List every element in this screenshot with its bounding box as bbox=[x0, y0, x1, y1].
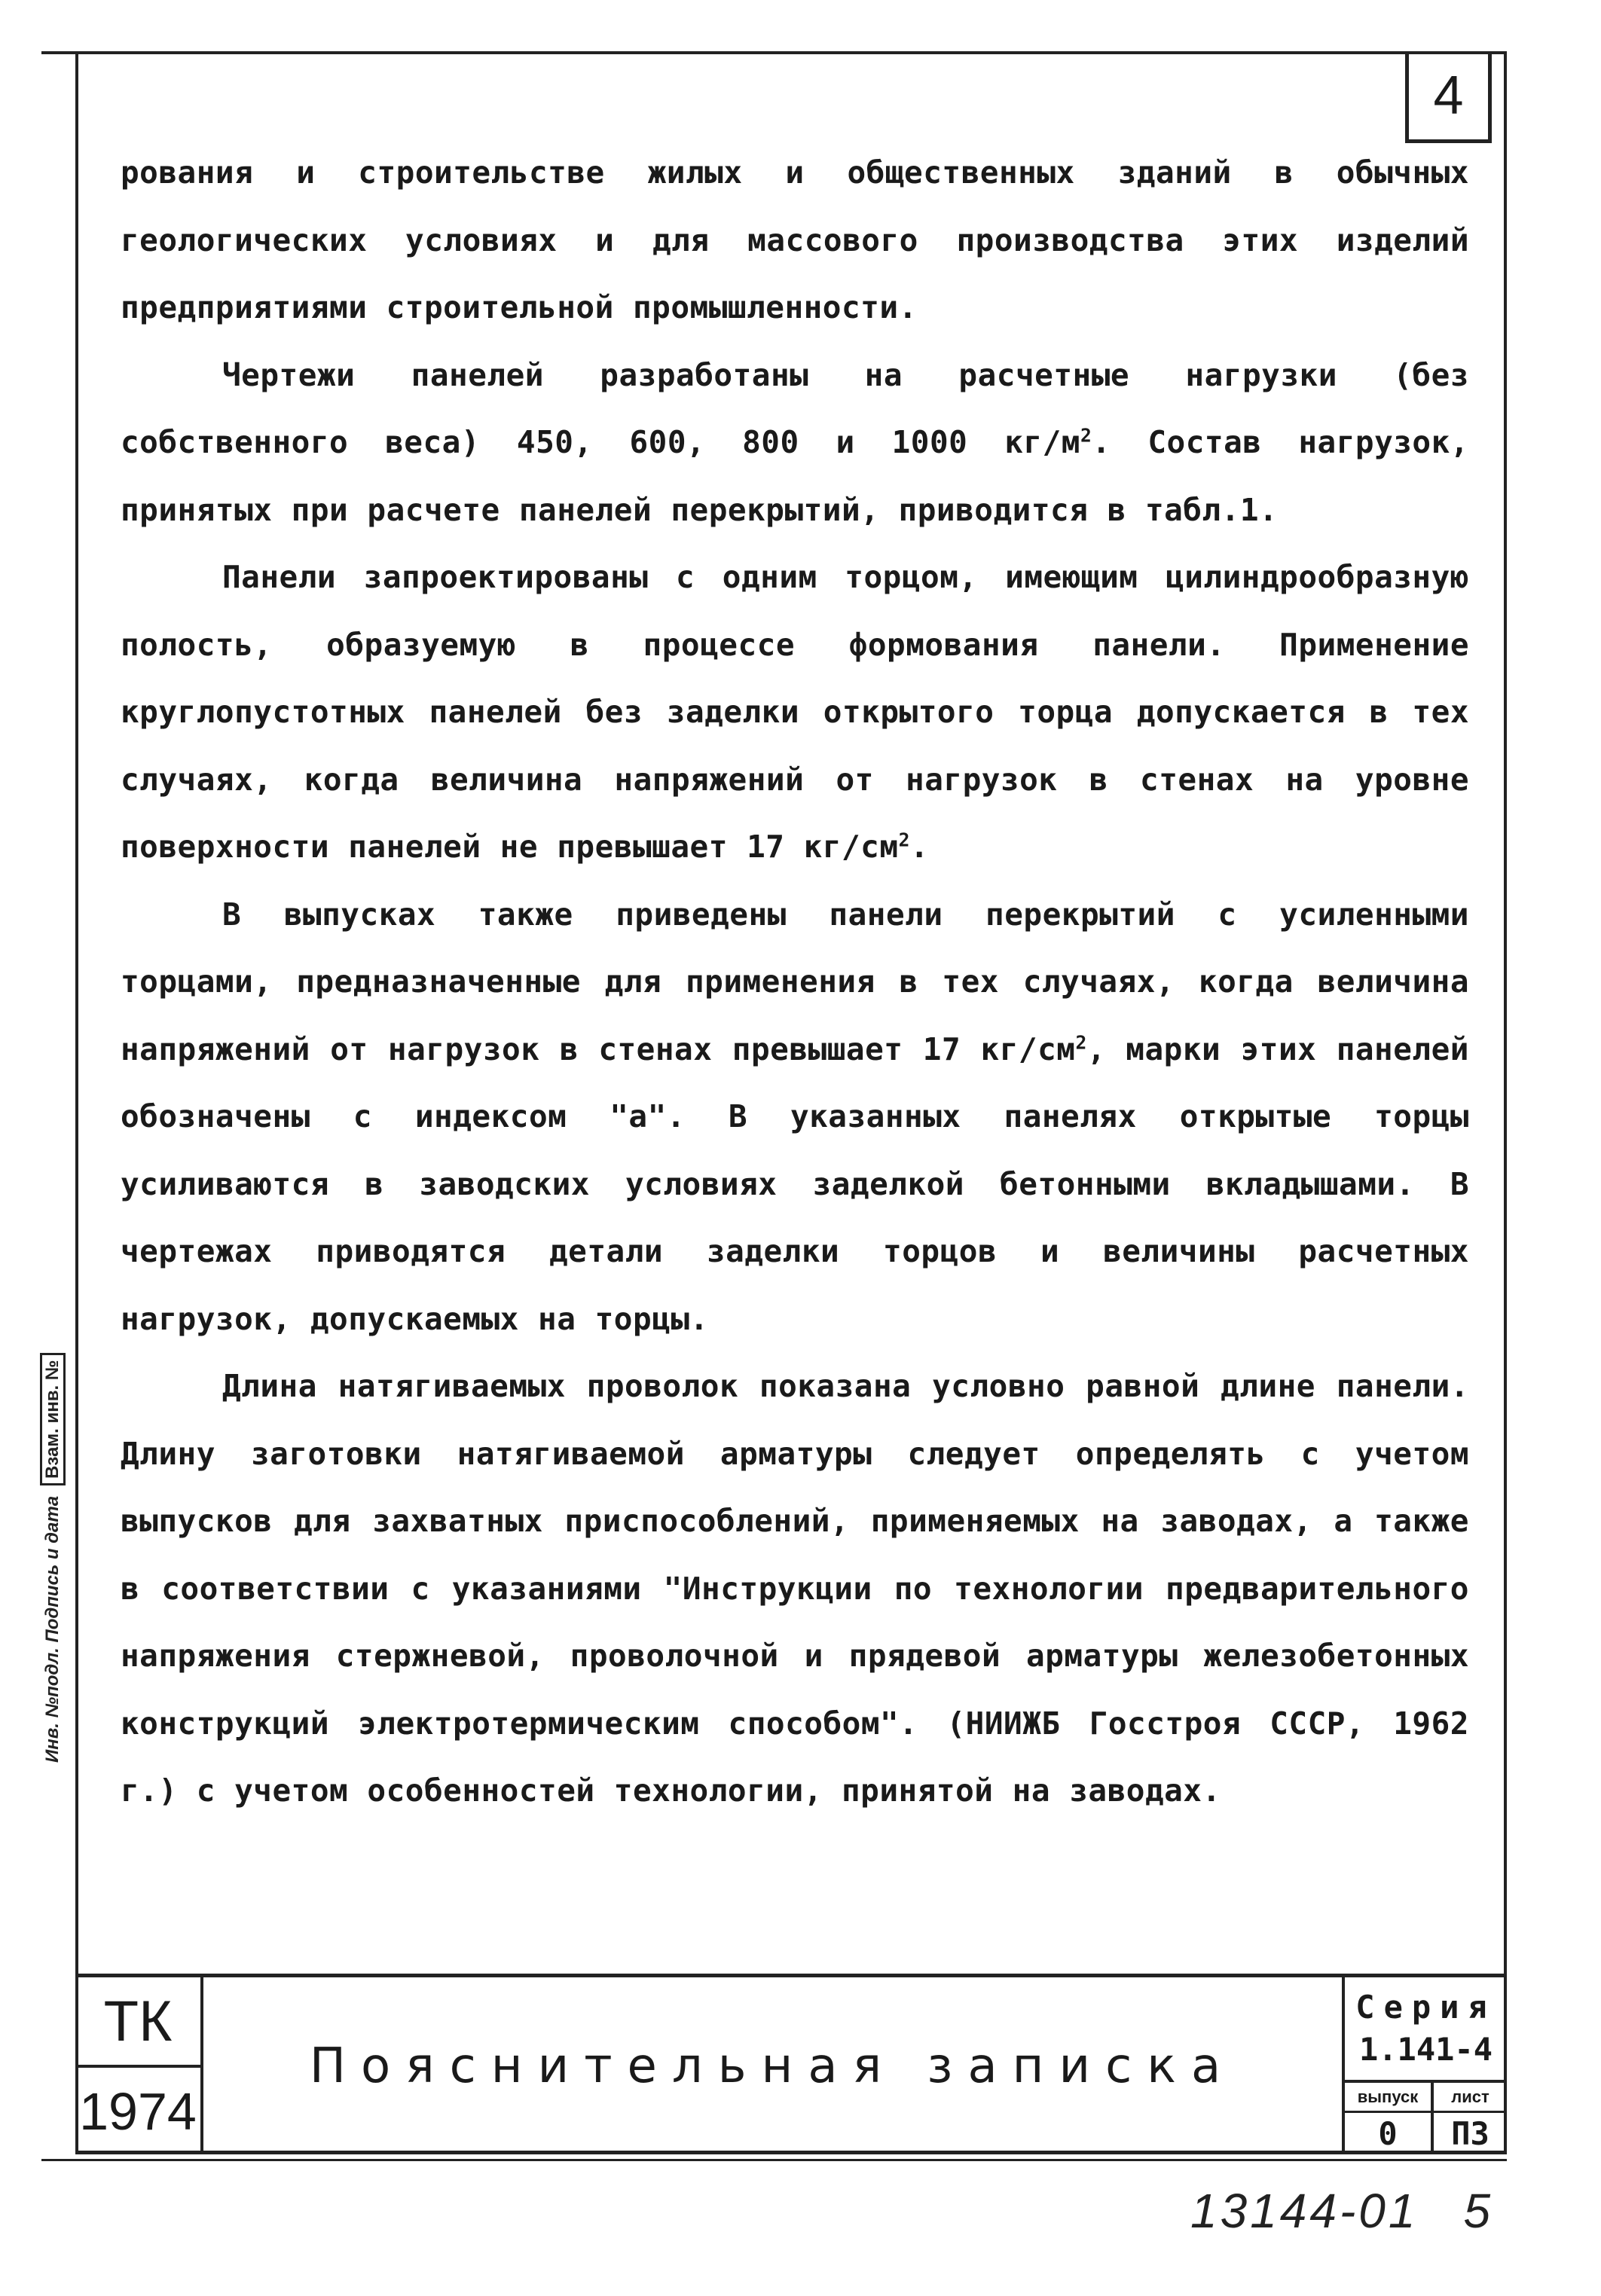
issue-value: 0 bbox=[1345, 2113, 1434, 2154]
title-block bbox=[75, 1974, 1507, 2154]
side-stamp-text: Инв. №подл. Подпись и дата bbox=[42, 1495, 63, 1763]
footer-page: 5 bbox=[1463, 2184, 1494, 2238]
series-cell bbox=[1345, 1977, 1507, 2083]
paragraph-5: Длина натягиваемых проволок показана условно равной длине панели. Длину заготовки натягиваемой арматуры следует определять с учетом выпусков для захватных приспособлений, применяемых на заводах, а также в соответствии с указаниями "Инструкции по технологии предварительного напряжения стержневой, проволочной и прядевой арматуры железобетонных конструкций электротермическим способом". (НИИЖБ Госстроя СССР, 1962 г.) с учетом особенностей технологии, принятой на заводах. bbox=[121, 1368, 1469, 1809]
org-code: ТК bbox=[75, 1977, 203, 2068]
archive-number: 13144-01 bbox=[1190, 2184, 1419, 2238]
series-value: 1.141-4 bbox=[1358, 2031, 1493, 2068]
document-title: Пояснительная записка bbox=[203, 1977, 1345, 2154]
series-label: Серия bbox=[1355, 1989, 1496, 2026]
footer-handwritten bbox=[1190, 2177, 1507, 2245]
paragraph-2: Чертежи панелей разработаны на расчетные нагрузки (без собственного веса) 450, 600, 800 и 1000 $кг/м^2$. Состав нагрузок, принятых при расчете панелей перекрытий, приводится в табл.1. bbox=[121, 356, 1469, 528]
paragraph-4: В выпусках также приведены панели перекрытий с усиленными торцами, предназначенные для применения в тех случаях, когда величина напряжений от нагрузок в стенах превышает 17 $кг/см^2$, марки этих панелей обозначены с индексом "а". В указанных панелях открытые торцы усиливаются в заводских условиях заделкой бетонными вкладышами. В чертежах приводятся детали заделки торцов и величины расчетных нагрузок, допускаемых на торцы. bbox=[121, 896, 1469, 1337]
issue-label: выпуск bbox=[1345, 2083, 1434, 2113]
side-stamp bbox=[30, 1122, 75, 1763]
side-stamp-boxed: Взам. инв. № bbox=[40, 1353, 66, 1485]
body-text bbox=[121, 139, 1469, 1825]
paragraph-3: Панели запроектированы с одним торцом, имеющим цилиндрообразную полость, образуемую в процессе формования панели. Применение круглопустотных панелей без заделки открытого торца допускается в тех случаях, когда величина напряжений от нагрузок в стенах на уровне поверхности панелей не превышает 17 $кг/см^2$. bbox=[121, 559, 1469, 865]
year: 1974 bbox=[75, 2068, 203, 2154]
paragraph-1: рования и строительстве жилых и общественных зданий в обычных геологических условиях и для массового производства этих изделий предприятиями строительной промышленности. bbox=[121, 154, 1469, 325]
sheet-label: лист bbox=[1434, 2083, 1507, 2113]
sheet-value: П3 bbox=[1451, 2115, 1489, 2152]
page-number: 4 bbox=[1405, 54, 1492, 143]
bottom-border-line bbox=[41, 2159, 1507, 2161]
